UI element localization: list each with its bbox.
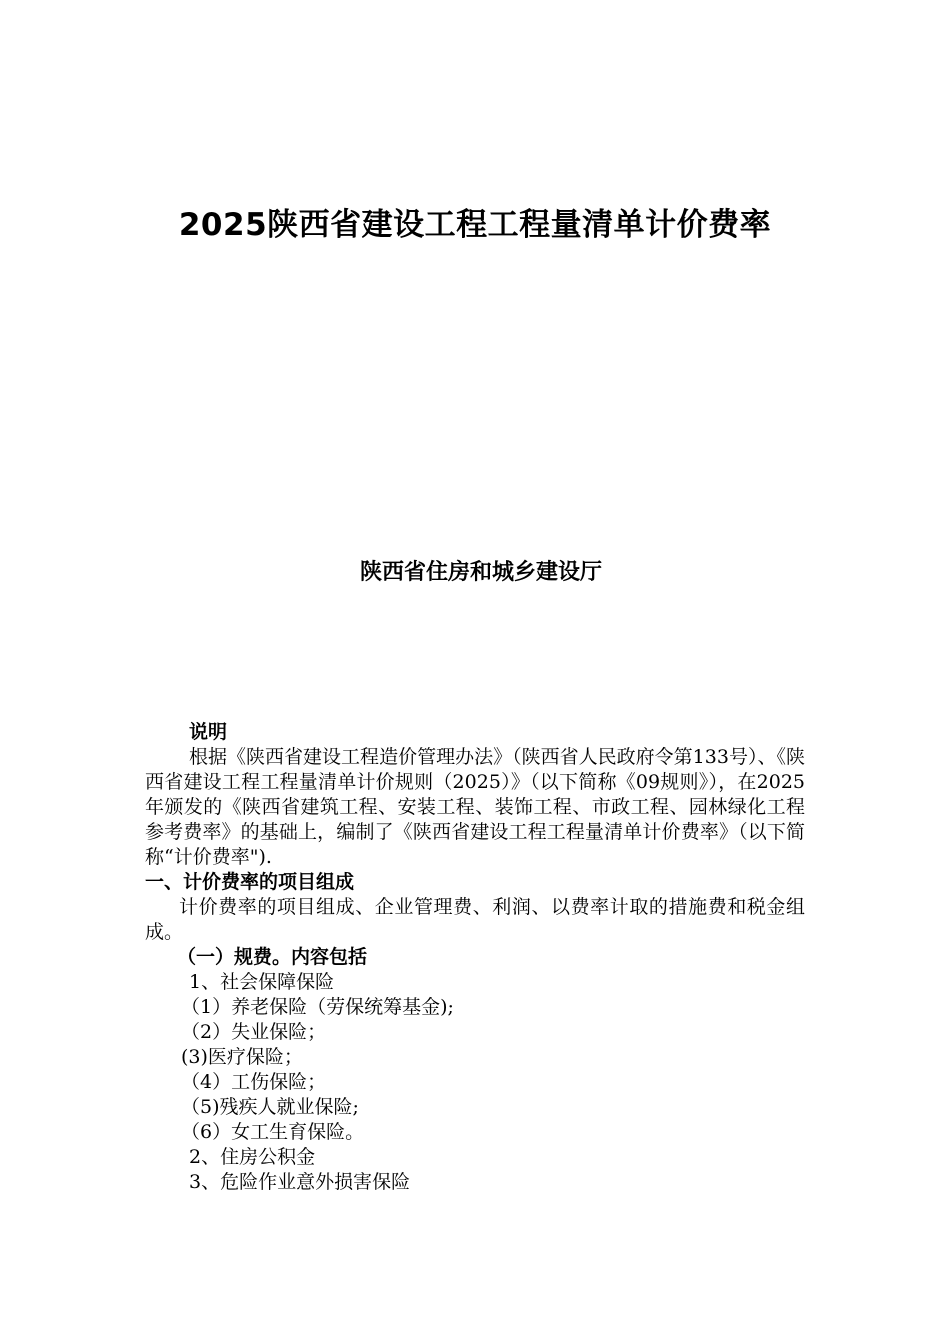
list-item: (3)医疗保险； xyxy=(181,1046,303,1068)
list-item: （5)残疾人就业保险; xyxy=(181,1096,359,1118)
subsection-heading-fees: （一）规费。内容包括 xyxy=(177,946,368,968)
list-item: （4）工伤保险； xyxy=(181,1071,327,1093)
list-item: （1）养老保险（劳保统筹基金); xyxy=(181,996,454,1018)
list-item: 2、住房公积金 xyxy=(189,1146,316,1168)
list-item: 3、危险作业意外损害保险 xyxy=(189,1171,411,1193)
section-heading-1: 一、计价费率的项目组成 xyxy=(145,871,355,893)
list-item: （2）失业保险； xyxy=(181,1021,327,1043)
issuer-name: 陕西省住房和城乡建设厅 xyxy=(360,560,603,585)
document-title: 2025陕西省建设工程工程量清单计价费率 xyxy=(178,207,772,243)
list-item: 1、社会保障保险 xyxy=(189,971,335,993)
intro-paragraph: 根据《陕西省建设工程造价管理办法》（陕西省人民政府令第133号）、《陕西省建设工程工程量清单计价规则（2025）》（以下简称《09规则》），在2025年颁发的《陕西省建筑工程、安装工程、装饰工程、市政工程、园林绿化工程参考费率》的基础上，编制了《陕西省建设工程工程量清单计价费率》（以下简称“计价费率"). xyxy=(145,746,805,868)
document-body xyxy=(145,720,805,1195)
note-heading: 说明 xyxy=(189,721,228,743)
list-item: （6）女工生育保险。 xyxy=(181,1121,365,1143)
composition-paragraph: 计价费率的项目组成、企业管理费、利润、以费率计取的措施费和税金组成。 xyxy=(145,896,805,943)
